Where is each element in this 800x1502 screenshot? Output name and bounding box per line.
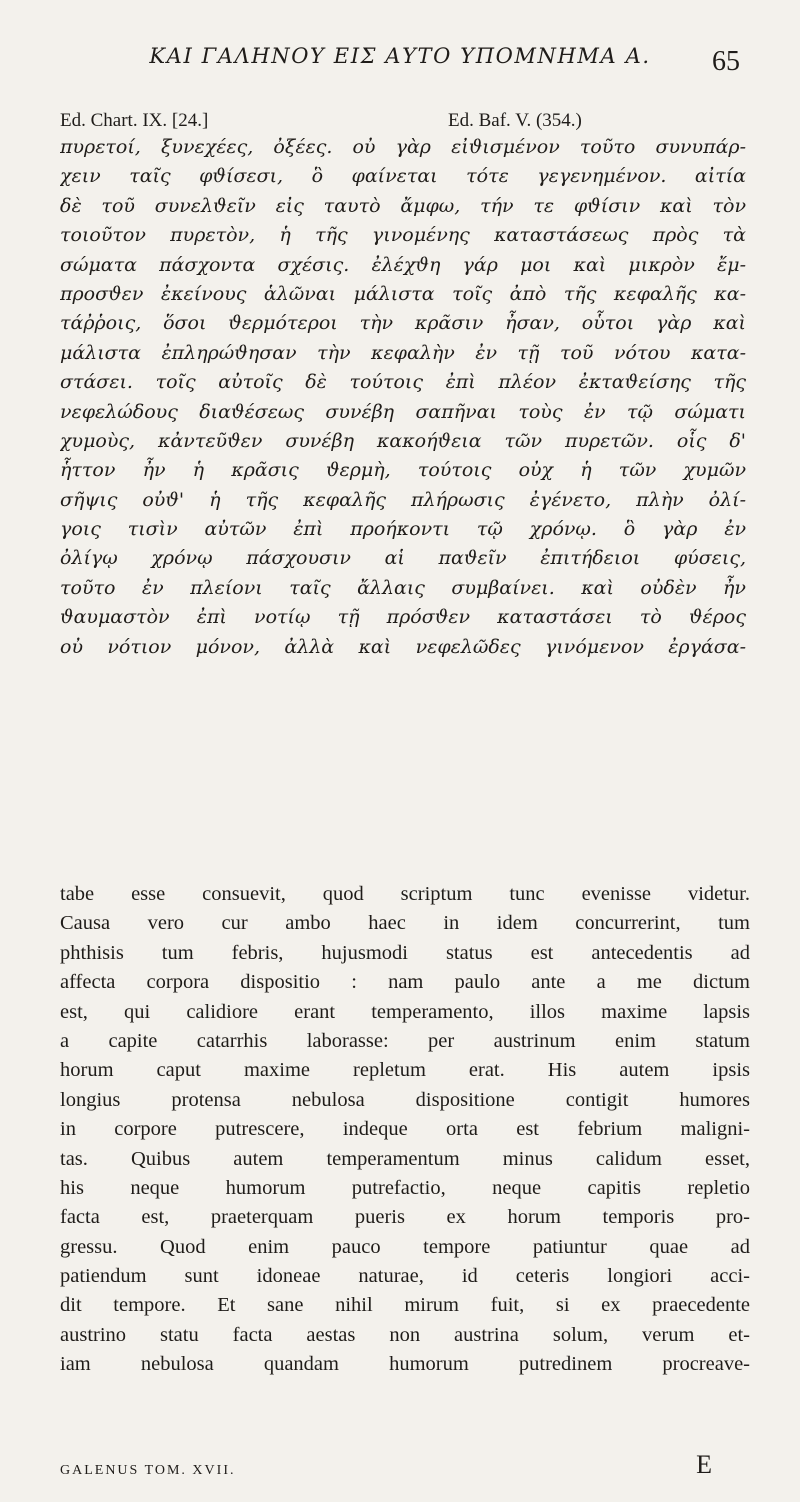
running-title: ΚΑΙ ΓΑΛΗΝΟΥ ΕΙΣ ΑΥΤΟ ΥΠΟΜΝΗΜΑ Α. bbox=[149, 44, 651, 68]
latin-text-block bbox=[60, 880, 750, 1380]
latin-text-line: his neque humorum putrefactio, neque capitis repletio bbox=[60, 1176, 750, 1199]
latin-text-line: iam nebulosa quandam humorum putredinem procreave- bbox=[60, 1353, 750, 1376]
latin-text-line: Causa vero cur ambo haec in idem concurrerint, tum bbox=[60, 912, 750, 935]
greek-text-line: χειν ταῖς φϑίσεσι, ὃ φαίνεται τότε γεγενημένον. αἰτία bbox=[60, 165, 746, 188]
greek-text-line: γοις τισὶν αὐτῶν ἐπὶ προήκοντι τῷ χρόνῳ. ὃ γὰρ ἐν bbox=[60, 518, 746, 541]
greek-text-block bbox=[60, 133, 746, 662]
edition-reference-basel: Ed. Baf. V. (354.) bbox=[448, 110, 582, 131]
latin-text-line: longius protensa nebulosa dispositione contigit humores bbox=[60, 1088, 750, 1111]
signature-mark: GALENUS TOM. XVII. bbox=[60, 1463, 236, 1478]
greek-text-line: οὐ νότιον μόνον, ἀλλὰ καὶ νεφελῶδες γινόμενον ἐργάσα- bbox=[60, 635, 746, 658]
latin-text-line: in corpore putrescere, indeque orta est febrium maligni- bbox=[60, 1118, 750, 1141]
greek-text-line: τοῦτο ἐν πλείονι ταῖς ἄλλαις συμβαίνει. καὶ οὐδὲν ἦν bbox=[60, 576, 746, 599]
greek-text-line: ϑαυμαστὸν ἐπὶ νοτίῳ τῇ πρόσϑεν καταστάσει τὸ ϑέρος bbox=[60, 606, 746, 629]
greek-text-line: πυρετοί, ξυνεχέες, ὀξέες. οὐ γὰρ εἰϑισμένον τοῦτο συνυπάρ- bbox=[60, 136, 746, 158]
greek-text-line: τοιοῦτον πυρετὸν, ἡ τῆς γινομένης καταστάσεως πρὸς τὰ bbox=[60, 224, 746, 247]
latin-text-line: affecta corpora dispositio : nam paulo ante a me dictum bbox=[60, 971, 750, 994]
greek-text-line: ὀλίγῳ χρόνῳ πάσχουσιν αἱ παϑεῖν ἐπιτήδειοι φύσεις, bbox=[60, 547, 746, 570]
latin-text-line: a capite catarrhis laborasse: per austrinum enim statum bbox=[60, 1029, 750, 1052]
greek-text-line: δὲ τοῦ συνελϑεῖν εἰς ταυτὸ ἄμφω, τήν τε φϑίσιν καὶ τὸν bbox=[60, 194, 746, 217]
greek-text-line: προσϑεν ἐκείνους ἁλῶναι μάλιστα τοῖς ἀπὸ τῆς κεφαλῆς κα- bbox=[60, 282, 746, 305]
latin-text-line: austrino statu facta aestas non austrina solum, verum et- bbox=[60, 1323, 750, 1346]
greek-text-line: τάῤῥοις, ὅσοι ϑερμότεροι τὴν κρᾶσιν ἦσαν, οὗτοι γὰρ καὶ bbox=[60, 312, 746, 335]
greek-text-line: ἧττον ἦν ἡ κρᾶσις ϑερμὴ, τούτοις οὐχ ἡ τῶν χυμῶν bbox=[60, 459, 746, 482]
latin-text-line: tabe esse consuevit, quod scriptum tunc evenisse videtur. bbox=[60, 883, 750, 905]
greek-text-line: στάσει. τοῖς αὐτοῖς δὲ τούτοις ἐπὶ πλέον ἐκταϑείσης τῆς bbox=[60, 371, 746, 394]
greek-text-line: σῆψις οὐϑ' ἡ τῆς κεφαλῆς πλήρωσις ἐγένετο, πλὴν ὀλί- bbox=[60, 488, 746, 511]
latin-text-line: phthisis tum febris, hujusmodi status est antecedentis ad bbox=[60, 941, 750, 964]
latin-text-line: gressu. Quod enim pauco tempore patiuntur quae ad bbox=[60, 1235, 750, 1258]
greek-text-line: νεφελώδους διαϑέσεως συνέβη σαπῆναι τοὺς ἐν τῷ σώματι bbox=[60, 400, 746, 423]
gathering-mark: E bbox=[696, 1450, 712, 1479]
latin-text-line: patiendum sunt idoneae naturae, id ceteris longiori acci- bbox=[60, 1265, 750, 1288]
greek-text-line: χυμοὺς, κἀντεῦϑεν συνέβη κακοήϑεια τῶν πυρετῶν. οἷς δ' bbox=[60, 429, 746, 452]
latin-text-line: horum caput maxime repletum erat. His autem ipsis bbox=[60, 1059, 750, 1082]
greek-text-line: μάλιστα ἐπληρώϑησαν τὴν κεφαλὴν ἐν τῇ τοῦ νότου κατα- bbox=[60, 341, 746, 364]
page-number: 65 bbox=[712, 46, 740, 77]
latin-text-line: facta est, praeterquam pueris ex horum temporis pro- bbox=[60, 1206, 750, 1229]
greek-text-line: σώματα πάσχοντα σχέσις. ἐλέχϑη γάρ μοι καὶ μικρὸν ἔμ- bbox=[60, 253, 746, 276]
edition-reference-chartier: Ed. Chart. IX. [24.] bbox=[60, 110, 209, 131]
latin-text-line: est, qui calidiore erant temperamento, illos maxime lapsis bbox=[60, 1000, 750, 1023]
latin-text-line: dit tempore. Et sane nihil mirum fuit, si ex praecedente bbox=[60, 1294, 750, 1317]
latin-text-line: tas. Quibus autem temperamentum minus calidum esset, bbox=[60, 1147, 750, 1170]
